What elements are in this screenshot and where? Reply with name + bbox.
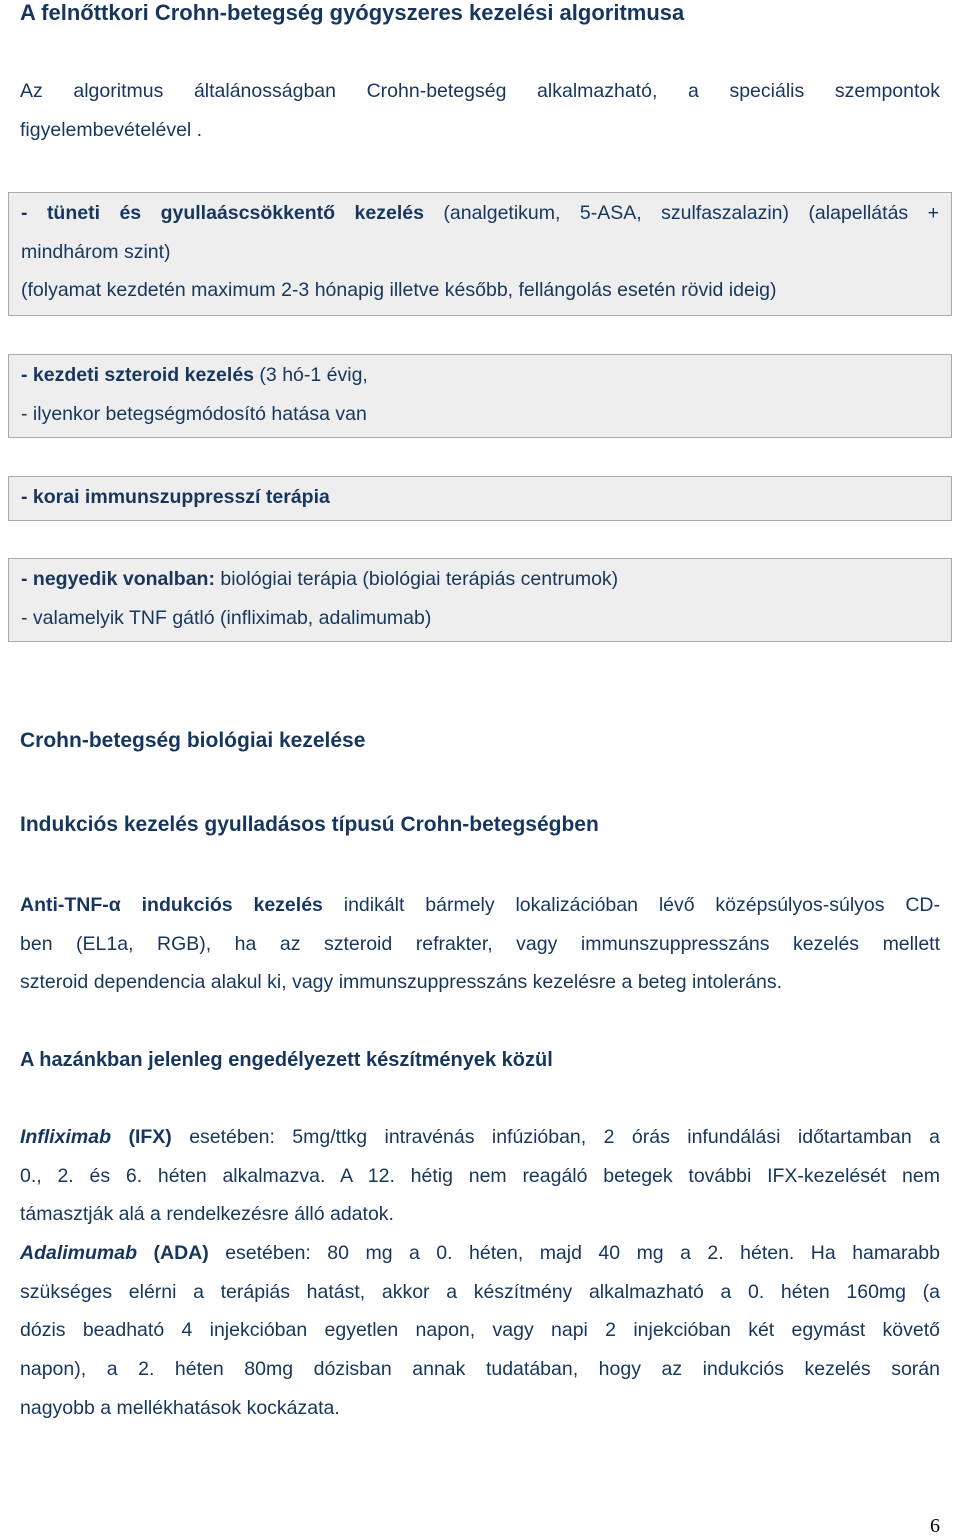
algorithm-step-3-box: [8, 476, 952, 521]
step-4-rest: biológiai terápia (biológiai terápiás centrumok): [214, 568, 619, 590]
ada-name: Adalimumab: [20, 1242, 138, 1264]
algorithm-step-4-box: [8, 558, 952, 642]
step-1-bold: - tüneti és gyullaáscsökkentő kezelés: [21, 202, 424, 224]
ada-line-4: napon), a 2. héten 80mg dózisban annak tudatában, hogy az indukciós kezelés során: [20, 1358, 940, 1381]
step-4-line-2: - valamelyik TNF gátló (infliximab, adalimumab): [21, 606, 432, 629]
step-3-bold: - korai immunszuppresszí terápia: [21, 486, 330, 508]
ifx-rest: esetében: 5mg/ttkg intravénás infúzióban, 2 órás infundálási időtartamban a: [171, 1126, 940, 1148]
page-number: 6: [930, 1515, 940, 1537]
algorithm-step-2-box: [8, 354, 952, 438]
page-title: A felnőttkori Crohn-betegség gyógyszeres kezelési algoritmusa: [20, 0, 685, 25]
ada-rest: esetében: 80 mg a 0. héten, majd 40 mg a 2. héten. Ha hamarabb: [208, 1242, 940, 1264]
intro-line-1: Az algoritmus általánosságban Crohn-betegség alkalmazható, a speciális szempontok: [20, 80, 940, 102]
section-heading-biological: Crohn-betegség biológiai kezelése: [20, 729, 366, 752]
step-4-line-1: [21, 560, 939, 599]
step-1-line-3: (folyamat kezdetén maximum 2-3 hónapig illetve később, fellángolás esetén rövid ideig): [21, 279, 777, 301]
algorithm-step-1-box: [8, 192, 952, 316]
ada-line-2: szükséges elérni a terápiás hatást, akkor a készítmény alkalmazható a 0. héten 160mg (a: [20, 1280, 940, 1303]
infliximab-paragraph: [20, 1118, 940, 1234]
ada-abbr: (ADA): [137, 1242, 209, 1264]
ifx-abbr: (IFX): [111, 1126, 172, 1148]
step-1-line-2: mindhárom szint): [21, 240, 171, 263]
ada-line-3: dózis beadható 4 injekcióban egyetlen napon, vagy napi 2 injekcióban két egymást követő: [20, 1319, 940, 1342]
step-2-line-2: - ilyenkor betegségmódosító hatása van: [21, 402, 367, 425]
step-1-line-1: [21, 194, 939, 233]
ifx-line-1: [20, 1118, 940, 1157]
section-heading-approved: A hazánkban jelenleg engedélyezett készítmények közül: [20, 1049, 553, 1071]
ifx-line-3: támasztják alá a rendelkezésre álló adatok.: [20, 1203, 394, 1226]
step-3-line-1: [21, 478, 939, 517]
step-1-rest: (analgetikum, 5-ASA, szulfaszalazin) (alapellátás +: [423, 202, 940, 224]
step-4-bold: - negyedik vonalban:: [21, 568, 215, 590]
anti-tnf-line-1: [20, 886, 940, 925]
ada-line-1: [20, 1234, 940, 1273]
step-2-rest: (3 hó-1 évig,: [254, 364, 368, 386]
ifx-name: Infliximab: [20, 1126, 112, 1148]
ifx-line-2: 0., 2. és 6. héten alkalmazva. A 12. hétig nem reagáló betegek további IFX-kezelését nem: [20, 1164, 940, 1187]
intro-paragraph: [20, 72, 940, 149]
anti-tnf-line-2: ben (EL1a, RGB), ha az szteroid refrakter, vagy immunszuppresszáns kezelés mellett: [20, 932, 940, 955]
anti-tnf-line-3: szteroid dependencia alakul ki, vagy immunszuppresszáns kezelésre a beteg intoleráns.: [20, 971, 783, 994]
intro-line-2: figyelembevételével .: [20, 118, 203, 141]
section-heading-induction: Indukciós kezelés gyulladásos típusú Crohn-betegségben: [20, 813, 599, 836]
step-2-line-1: [21, 356, 939, 395]
anti-tnf-rest: indikált bármely lokalizációban lévő középsúlyos-súlyos CD-: [322, 894, 941, 916]
step-2-bold: - kezdeti szteroid kezelés: [21, 364, 255, 386]
adalimumab-paragraph: [20, 1234, 940, 1428]
ada-line-5: nagyobb a mellékhatások kockázata.: [20, 1396, 340, 1419]
anti-tnf-paragraph: [20, 886, 940, 1002]
anti-tnf-bold: Anti-TNF-α indukciós kezelés: [20, 894, 323, 916]
